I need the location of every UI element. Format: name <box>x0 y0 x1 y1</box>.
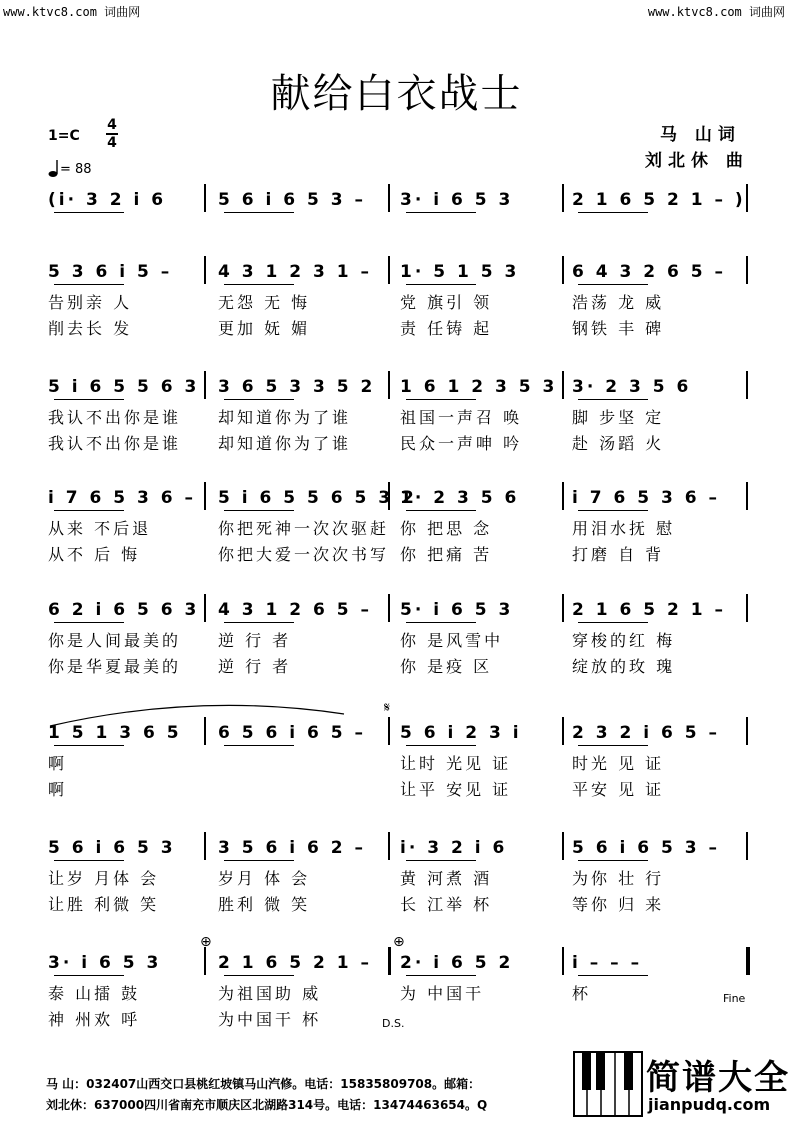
bar-line <box>562 947 564 975</box>
ds-mark: D.S. <box>382 1017 405 1030</box>
bar-line <box>204 482 206 510</box>
bar-line <box>746 594 748 622</box>
measure-notes: 2 1 6 5 2 1 – <box>572 600 726 620</box>
lyric-verse-1: 无怨 无 悔 <box>218 293 311 312</box>
beam-line <box>406 510 476 511</box>
piano-logo-icon <box>573 1051 643 1117</box>
measure-notes: 3 6 5 3 3 5 2 <box>218 377 376 397</box>
bar-line <box>388 832 390 860</box>
beam-line <box>54 975 124 976</box>
bar-line <box>388 371 390 399</box>
coda-icon: ⊕ <box>200 934 212 950</box>
lyric-verse-2: 你 是疫 区 <box>400 657 493 676</box>
beam-line <box>224 975 294 976</box>
bar-line <box>746 482 748 510</box>
measure-notes: 3· i 6 5 3 <box>400 190 514 210</box>
measure-notes: 1 6 1 2 3 5 3 <box>400 377 558 397</box>
beam-line <box>406 745 476 746</box>
lyricist-credit: 马 山词 <box>660 125 741 145</box>
lyric-verse-2: 钢铁 丰 碑 <box>572 319 665 338</box>
bar-line <box>562 184 564 212</box>
lyric-verse-1: 让时 光见 证 <box>400 754 512 773</box>
lyric-verse-1: 为祖国助 威 <box>218 984 322 1003</box>
lyric-verse-1: 岁月 体 会 <box>218 869 311 888</box>
beam-line <box>54 860 124 861</box>
lyric-verse-1: 浩荡 龙 威 <box>572 293 665 312</box>
lyric-verse-2: 你是华夏最美的 <box>48 657 182 676</box>
bar-line <box>204 594 206 622</box>
fine-mark: Fine <box>723 992 746 1005</box>
beam-line <box>578 510 648 511</box>
lyric-verse-1: 穿梭的红 梅 <box>572 631 676 650</box>
bar-line <box>562 256 564 284</box>
site-watermark-left: www.ktvc8.com 词曲网 <box>3 5 141 19</box>
lyric-verse-2: 你把大爱一次次书写 <box>218 545 390 564</box>
tempo-value: = 88 <box>60 162 92 177</box>
beam-line <box>224 399 294 400</box>
time-signature <box>106 118 118 150</box>
beam-line <box>224 510 294 511</box>
lyric-verse-1: 党 旗引 领 <box>400 293 493 312</box>
measure-notes: 6 5 6 i 6 5 – <box>218 723 366 743</box>
lyric-verse-1: 为你 壮 行 <box>572 869 665 888</box>
bar-line <box>388 947 391 975</box>
lyric-verse-2: 打磨 自 背 <box>572 545 665 564</box>
measure-notes: 6 4 3 2 6 5 – <box>572 262 726 282</box>
lyric-verse-1: 用泪水抚 慰 <box>572 519 676 538</box>
bar-line <box>746 184 748 212</box>
tempo-marking <box>48 158 92 179</box>
bar-line <box>746 717 748 745</box>
beam-line <box>224 284 294 285</box>
beam-line <box>224 622 294 623</box>
beam-line <box>406 212 476 213</box>
measure-notes: 2 1 6 5 2 1 – ) <box>572 190 746 210</box>
segno-icon: 𝄋 <box>384 700 391 716</box>
lyric-verse-1: 让岁 月体 会 <box>48 869 160 888</box>
lyric-verse-1: 祖国一声召 唤 <box>400 408 523 427</box>
measure-notes: 4 3 1 2 3 1 – <box>218 262 372 282</box>
lyric-verse-2: 让胜 利微 笑 <box>48 895 160 914</box>
beam-line <box>54 510 124 511</box>
lyric-verse-1: 你 是风雪中 <box>400 631 504 650</box>
measure-notes: 5 6 i 2 3 i <box>400 723 522 743</box>
lyric-verse-2: 我认不出你是谁 <box>48 434 182 453</box>
measure-notes: (i· 3 2 i 6 <box>48 190 167 210</box>
meter-top: 4 <box>107 117 117 133</box>
lyric-verse-2: 你 把痛 苦 <box>400 545 493 564</box>
beam-line <box>578 284 648 285</box>
lyric-verse-2: 绽放的玫 瑰 <box>572 657 676 676</box>
beam-line <box>578 399 648 400</box>
measure-notes: 4 3 1 2 6 5 – <box>218 600 372 620</box>
slur-curve <box>48 700 348 730</box>
beam-line <box>54 284 124 285</box>
bar-line <box>746 832 748 860</box>
lyric-verse-2: 平安 见 证 <box>572 780 665 799</box>
song-title: 献给白衣战士 <box>270 71 523 117</box>
bar-line <box>388 184 390 212</box>
measure-notes: i 7 6 5 3 6 – <box>48 488 196 508</box>
lyric-verse-1: 你是人间最美的 <box>48 631 182 650</box>
beam-line <box>224 745 294 746</box>
lyric-verse-1: 逆 行 者 <box>218 631 292 650</box>
key-signature: 1=C <box>48 128 80 144</box>
lyric-verse-2: 为中国干 杯 <box>218 1010 322 1029</box>
meter-bottom: 4 <box>107 135 117 151</box>
beam-line <box>578 860 648 861</box>
measure-notes: 3· i 6 5 3 <box>48 953 162 973</box>
bar-line <box>562 832 564 860</box>
lyric-verse-1: 泰 山擂 鼓 <box>48 984 141 1003</box>
lyric-verse-2: 等你 归 来 <box>572 895 665 914</box>
lyric-verse-1: 从来 不后退 <box>48 519 152 538</box>
lyric-verse-1: 时光 见 证 <box>572 754 665 773</box>
measure-notes: 6 2 i 6 5 6 3 <box>48 600 200 620</box>
measure-notes: i – – – <box>572 953 643 973</box>
lyric-verse-2: 逆 行 者 <box>218 657 292 676</box>
beam-line <box>54 212 124 213</box>
coda-icon-2: ⊕ <box>393 934 405 950</box>
beam-line <box>578 622 648 623</box>
lyric-verse-2: 长 江举 杯 <box>400 895 493 914</box>
measure-notes: 1· 2 3 5 6 <box>400 488 520 508</box>
lyric-verse-2: 胜利 微 笑 <box>218 895 311 914</box>
beam-line <box>578 975 648 976</box>
measure-notes: 5 3 6 i 5 – <box>48 262 173 282</box>
bar-line <box>562 717 564 745</box>
bar-line <box>746 371 748 399</box>
lyric-verse-1: 你 把思 念 <box>400 519 493 538</box>
measure-notes: 1 5 1 3 6 5 <box>48 723 182 743</box>
beam-line <box>54 622 124 623</box>
measure-notes: i 7 6 5 3 6 – <box>572 488 720 508</box>
bar-line <box>388 594 390 622</box>
measure-notes: 2 3 2 i 6 5 – <box>572 723 720 743</box>
beam-line <box>578 745 648 746</box>
lyric-verse-2: 削去长 发 <box>48 319 133 338</box>
beam-line <box>578 212 648 213</box>
lyric-verse-1: 却知道你为了谁 <box>218 408 352 427</box>
lyric-verse-1: 我认不出你是谁 <box>48 408 182 427</box>
lyric-verse-2: 啊 <box>48 780 68 799</box>
bar-line <box>204 947 206 975</box>
measure-notes: 5 6 i 6 5 3 – <box>218 190 366 210</box>
bar-line <box>204 371 206 399</box>
bar-line <box>562 482 564 510</box>
beam-line <box>54 745 124 746</box>
lyric-verse-1: 脚 步坚 定 <box>572 408 665 427</box>
lyric-verse-1: 为 中国干 <box>400 984 485 1003</box>
lyric-verse-2: 神 州欢 呼 <box>48 1010 141 1029</box>
lyric-verse-2: 民众一声呻 吟 <box>400 434 523 453</box>
lyric-verse-1: 啊 <box>48 754 68 773</box>
measure-notes: 5· i 6 5 3 <box>400 600 514 620</box>
beam-line <box>406 975 476 976</box>
lyric-verse-2: 让平 安见 证 <box>400 780 512 799</box>
bar-line <box>388 717 390 745</box>
beam-line <box>406 284 476 285</box>
bar-line <box>746 947 750 975</box>
lyric-verse-1: 告别亲 人 <box>48 293 133 312</box>
bar-line <box>204 256 206 284</box>
bar-line <box>746 256 748 284</box>
beam-line <box>406 399 476 400</box>
measure-notes: 3 5 6 i 6 2 – <box>218 838 366 858</box>
quarter-note-icon <box>48 159 60 179</box>
beam-line <box>54 399 124 400</box>
lyric-verse-1: 你把死神一次次驱赶 <box>218 519 390 538</box>
measure-notes: i· 3 2 i 6 <box>400 838 508 858</box>
lyric-verse-1: 黄 河煮 酒 <box>400 869 493 888</box>
measure-notes: 5 6 i 6 5 3 <box>48 838 176 858</box>
measure-notes: 2 1 6 5 2 1 – <box>218 953 372 973</box>
measure-notes: 5 i 6 5 5 6 5 3 2 <box>218 488 417 508</box>
measure-notes: 5 i 6 5 5 6 3 <box>48 377 200 397</box>
beam-line <box>406 860 476 861</box>
lyric-verse-2: 却知道你为了谁 <box>218 434 352 453</box>
measure-notes: 3· 2 3 5 6 <box>572 377 692 397</box>
bar-line <box>562 594 564 622</box>
bar-line <box>388 256 390 284</box>
measure-notes: 5 6 i 6 5 3 – <box>572 838 720 858</box>
lyric-verse-2: 赴 汤蹈 火 <box>572 434 665 453</box>
measure-notes: 1· 5 1 5 3 <box>400 262 520 282</box>
lyric-verse-2: 责 任铸 起 <box>400 319 493 338</box>
bar-line <box>204 832 206 860</box>
bar-line <box>562 371 564 399</box>
footer-composer-contact: 刘北休：637000四川省南充市顺庆区北湖路314号。电话：13474463654。Q <box>46 1098 488 1112</box>
site-watermark-right: www.ktvc8.com 词曲网 <box>647 5 785 19</box>
composer-credit: 刘北休 曲 <box>645 151 749 171</box>
bar-line <box>204 184 206 212</box>
beam-line <box>406 622 476 623</box>
measure-notes: 2· i 6 5 2 <box>400 953 514 973</box>
logo-name: 简谱大全 <box>646 1058 790 1098</box>
lyric-verse-2: 更加 妩 媚 <box>218 319 311 338</box>
lyric-verse-1: 杯 <box>572 984 592 1003</box>
footer-lyricist-contact: 马 山：032407山西交口县桃红坡镇马山汽修。电话：15835809708。邮箱： <box>46 1077 481 1091</box>
beam-line <box>224 212 294 213</box>
lyric-verse-2: 从不 后 悔 <box>48 545 141 564</box>
logo-url: jianpudq.com <box>648 1095 771 1114</box>
beam-line <box>224 860 294 861</box>
